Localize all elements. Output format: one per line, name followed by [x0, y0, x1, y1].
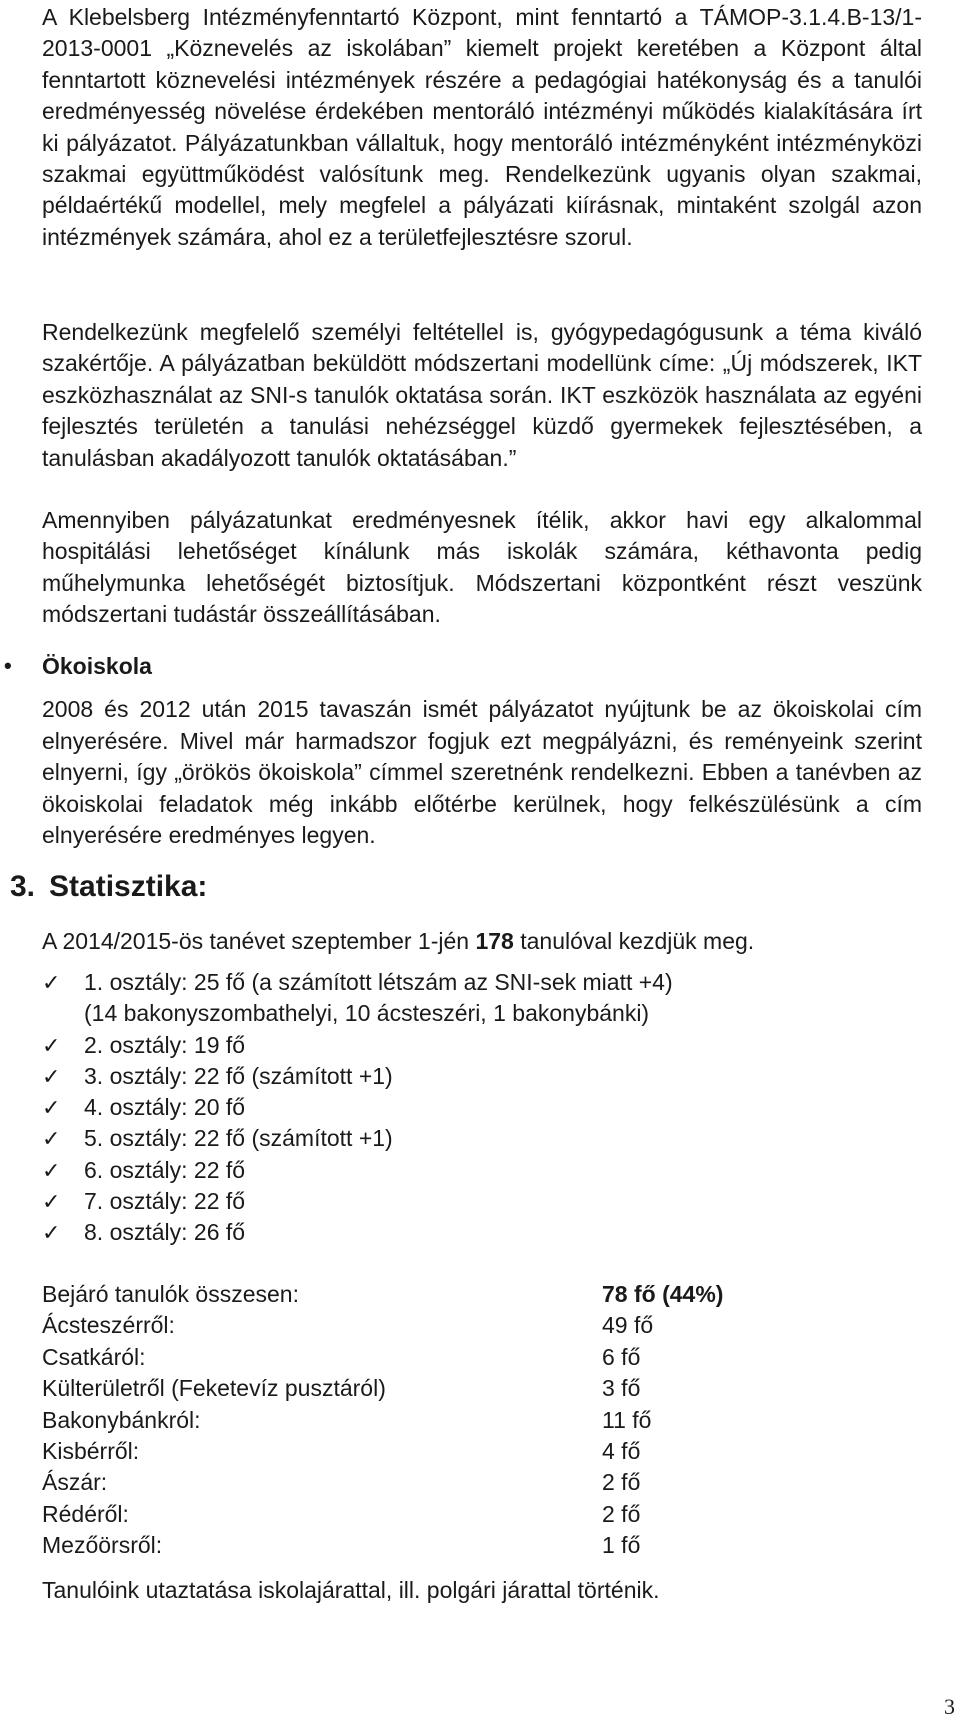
- commuter-value: 3 fő: [602, 1375, 641, 1402]
- class-entry: 3. osztály: 22 fő (számított +1): [84, 1062, 393, 1089]
- commuter-row: [42, 1310, 922, 1341]
- check-icon: ✓: [42, 1095, 61, 1121]
- commuter-row: [42, 1530, 922, 1561]
- commuter-row: [42, 1342, 922, 1373]
- commuter-label: Ászár:: [42, 1469, 108, 1496]
- commuter-row: [42, 1405, 922, 1436]
- commuter-label: Ácsteszérről:: [42, 1312, 175, 1339]
- commuter-row: [42, 1499, 922, 1530]
- class-entry: 8. osztály: 26 fő: [84, 1219, 246, 1246]
- section-number: 3.: [10, 870, 36, 903]
- enrollment-text-end: tanulóval kezdjük meg.: [513, 928, 755, 954]
- commuter-value: 4 fő: [602, 1438, 641, 1465]
- commuter-row: [42, 1467, 922, 1498]
- commuter-label: Csatkáról:: [42, 1343, 146, 1370]
- check-icon: ✓: [42, 1189, 61, 1215]
- okoiskola-paragraph: 2008 és 2012 után 2015 tavaszán ismét pályázatot nyújtunk be az ökoiskolai cím elnyerésére. Mivel már harmadszor fogjuk ezt megpályázni, és reményeink szerint elnyerni, így „örökös ökoiskola” címmel szeretnénk rendelkezni. Ebben a tanévben az ökoiskolai feladatok még inkább előtérbe kerülnek, hogy felkészülésünk a cím elnyerésére eredményes legyen.: [42, 696, 922, 849]
- class-list: [42, 967, 673, 1249]
- class-entry: 4. osztály: 20 fő: [84, 1094, 246, 1121]
- check-icon: ✓: [42, 1063, 61, 1089]
- list-item: [42, 1217, 673, 1248]
- list-item: [42, 1092, 673, 1123]
- methodology-paragraph: Rendelkezünk megfelelő személyi feltétellel is, gyógypedagógusunk a téma kiváló szakértője. A pályázatban beküldött módszertani modellünk címe: „Új módszerek, IKT eszközhasználat az SNI-s tanulók oktatása során. IKT eszközök használata az egyéni fejlesztés területén a tanulási nehézséggel küzdő gyermekek fejlesztésében, a tanulásban akadályozott tanulók oktatásában.”: [42, 319, 922, 471]
- list-item-note: [42, 998, 673, 1029]
- commuter-label: Mezőörsről:: [42, 1532, 163, 1559]
- enrollment-text-start: A 2014/2015-ös tanévet szeptember 1-jén: [42, 928, 476, 954]
- list-item: [42, 1123, 673, 1154]
- commuter-label: Rédéről:: [42, 1500, 129, 1527]
- class-entry: 5. osztály: 22 fő (számított +1): [84, 1125, 393, 1152]
- commuter-value: 11 fő: [602, 1406, 652, 1433]
- commuter-value: 78 fő (44%): [602, 1281, 724, 1307]
- commuter-label: Bakonybánkról:: [42, 1406, 201, 1433]
- intro-paragraph: A Klebelsberg Intézményfenntartó Központ, mint fenntartó a TÁMOP-3.1.4.B-13/1-2013-0001 „Köznevelés az iskolában” kiemelt projekt keretében a Központ által fenntartott köznevelési intézmények részére a pedagógiai hatékonyság és a tanulói eredményesség növelése érdekében mentoráló intézményi működés kialakítására írt ki pályázatot. Pályázatunkban vállaltuk, hogy mentoráló intézményként intézményközi szakmai együttműködést valósítunk meg. Rendelkezünk ugyanis olyan szakmai, példaértékű modellel, mely megfelel a pályázati kiírásnak, mintaként szolgál azon intézmények számára, ahol ez a területfejlesztésre szorul.: [42, 4, 922, 250]
- check-icon: ✓: [42, 970, 61, 995]
- class-1-note: (14 bakonyszombathelyi, 10 ácsteszéri, 1 bakonybánki): [84, 1000, 650, 1027]
- page-number: 3: [944, 1694, 955, 1719]
- commuter-row: [42, 1436, 922, 1467]
- class-entry: 2. osztály: 19 fő: [84, 1031, 246, 1058]
- check-icon: ✓: [42, 1032, 61, 1058]
- check-icon: ✓: [42, 1126, 61, 1152]
- class-entry: 1. osztály: 25 fő (a számított létszám az SNI-sek miatt +4): [84, 969, 673, 995]
- commuter-value: 6 fő: [602, 1343, 641, 1370]
- transport-sentence: Tanulóink utaztatása iskolajárattal, ill. polgári járattal történik.: [42, 1577, 660, 1603]
- okoiskola-title: Ökoiskola: [42, 652, 152, 679]
- list-item: [42, 1155, 673, 1186]
- list-item: [42, 967, 673, 998]
- section-heading-statisztika: [10, 870, 207, 904]
- check-icon: ✓: [42, 1157, 61, 1183]
- commuter-label: Külterületről (Feketevíz pusztáról): [42, 1375, 386, 1402]
- commuter-value: 49 fő: [602, 1312, 654, 1339]
- list-item: [42, 1186, 673, 1217]
- commuter-value: 2 fő: [602, 1500, 641, 1527]
- commuter-row: [42, 1373, 922, 1404]
- list-item: [42, 1030, 673, 1061]
- bullet-icon: •: [4, 653, 12, 678]
- check-icon: ✓: [42, 1220, 61, 1246]
- enrollment-count: 178: [475, 928, 514, 954]
- commuter-label: Bejáró tanulók összesen:: [42, 1281, 299, 1307]
- commuter-table: [42, 1279, 922, 1562]
- commuter-label: Kisbérről:: [42, 1438, 140, 1465]
- section-title: Statisztika:: [49, 870, 208, 903]
- okoiskola-heading: [4, 650, 924, 682]
- enrollment-sentence: [42, 926, 754, 957]
- class-entry: 7. osztály: 22 fő: [84, 1188, 246, 1215]
- commuter-row-total: [42, 1279, 922, 1310]
- list-item: [42, 1061, 673, 1092]
- hospitation-paragraph: Amennyiben pályázatunkat eredményesnek ítélik, akkor havi egy alkalommal hospitálási lehetőséget kínálunk más iskolák számára, kéthavonta pedig műhelymunka lehetőségét biztosítjuk. Módszertani központként részt veszünk módszertani tudástár összeállításában.: [42, 507, 922, 628]
- class-entry: 6. osztály: 22 fő: [84, 1156, 246, 1183]
- commuter-value: 2 fő: [602, 1469, 641, 1496]
- commuter-value: 1 fő: [602, 1532, 641, 1559]
